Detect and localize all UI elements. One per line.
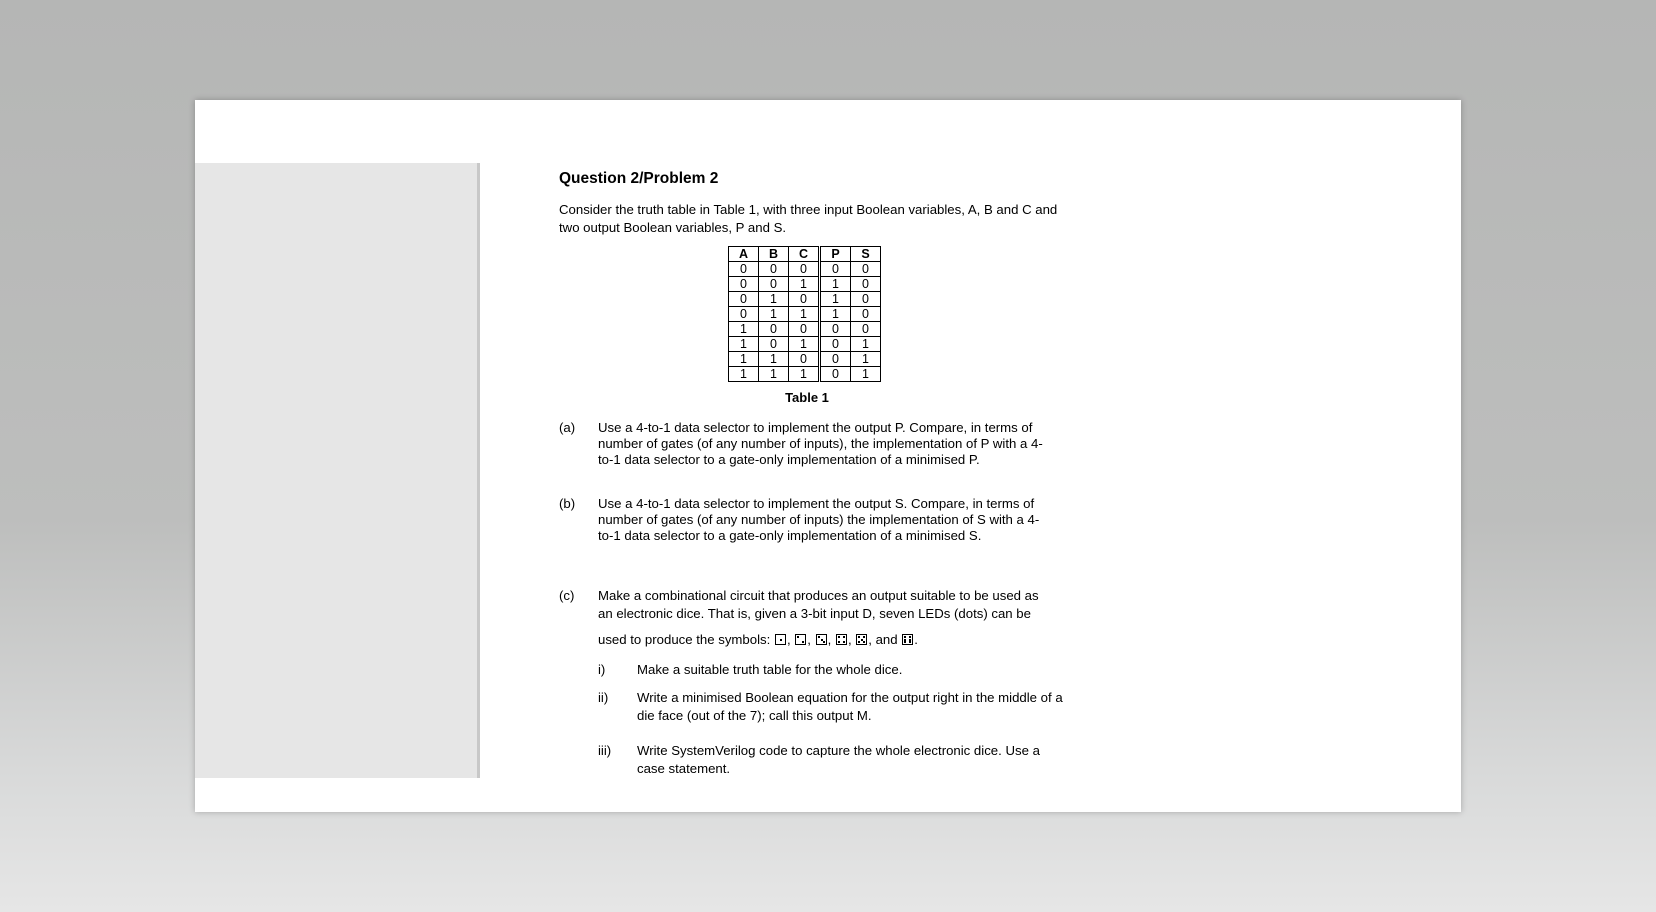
table-cell: 0 xyxy=(789,262,820,277)
subpart-ii-text: Write a minimised Boolean equation for the output right in the middle of a die face (out of the 7); call this output M. xyxy=(637,690,1063,723)
part-a-label: (a) xyxy=(559,420,576,435)
table-cell: 0 xyxy=(729,292,759,307)
table-cell: 1 xyxy=(729,367,759,382)
question-title: Question 2/Problem 2 xyxy=(559,170,719,187)
table-cell: 1 xyxy=(820,292,851,307)
truth-table-block xyxy=(728,246,881,405)
table-row xyxy=(729,352,881,367)
die-face-1-icon xyxy=(775,634,786,645)
table-cell: 0 xyxy=(789,322,820,337)
table-cell: 0 xyxy=(851,262,881,277)
table-caption: Table 1 xyxy=(785,390,829,405)
table-cell: 0 xyxy=(729,262,759,277)
table-cell: 0 xyxy=(851,292,881,307)
table-cell: 0 xyxy=(820,352,851,367)
table-cell: 1 xyxy=(729,337,759,352)
symbols-and: and xyxy=(875,632,898,647)
table-cell: 1 xyxy=(729,352,759,367)
dice-symbols-line: used to produce the symbols: , , , , , and . xyxy=(598,632,918,647)
table-header-cell: C xyxy=(789,247,820,262)
table-cell: 0 xyxy=(851,277,881,292)
table-cell: 1 xyxy=(759,307,789,322)
table-cell: 1 xyxy=(851,352,881,367)
subpart-iii-label: iii) xyxy=(598,743,612,758)
table-cell: 1 xyxy=(729,322,759,337)
subpart-iii-text: Write SystemVerilog code to capture the whole electronic dice. Use a case statement. xyxy=(637,743,1040,776)
part-b-label: (b) xyxy=(559,496,576,511)
table-cell: 0 xyxy=(759,262,789,277)
table-cell: 0 xyxy=(851,307,881,322)
table-row xyxy=(729,322,881,337)
table-cell: 0 xyxy=(820,322,851,337)
subpart-i-text: Make a suitable truth table for the whole dice. xyxy=(637,662,903,677)
table-cell: 0 xyxy=(759,337,789,352)
table-header-cell: A xyxy=(729,247,759,262)
table-row xyxy=(729,292,881,307)
table-cell: 1 xyxy=(759,352,789,367)
table-row xyxy=(729,337,881,352)
subpart-ii-label: ii) xyxy=(598,690,609,705)
die-face-6-icon xyxy=(902,634,913,645)
part-a-text: Use a 4-to-1 data selector to implement the output P. Compare, in terms of number of gates (of any number of inputs), the implementation of P with a 4-to-1 data selector to a gate-only implementation of a minimised P. xyxy=(598,420,1043,467)
table-row xyxy=(729,277,881,292)
table-cell: 0 xyxy=(759,277,789,292)
table-cell: 0 xyxy=(851,322,881,337)
table-cell: 1 xyxy=(789,337,820,352)
table-header-row xyxy=(729,247,881,262)
table-row xyxy=(729,307,881,322)
table-row xyxy=(729,262,881,277)
table-cell: 1 xyxy=(759,292,789,307)
subpart-i-label: i) xyxy=(598,662,606,677)
table-cell: 1 xyxy=(789,307,820,322)
die-face-2-icon xyxy=(795,634,806,645)
table-cell: 0 xyxy=(820,367,851,382)
table-cell: 1 xyxy=(820,277,851,292)
table-cell: 1 xyxy=(851,367,881,382)
table-cell: 1 xyxy=(820,307,851,322)
part-b-text: Use a 4-to-1 data selector to implement the output S. Compare, in terms of number of gates (of any number of inputs) the implementation of S with a 4-to-1 data selector to a gate-only implementation of a minimised S. xyxy=(598,496,1040,543)
side-panel xyxy=(195,163,480,778)
die-face-5-icon xyxy=(856,634,867,645)
table-row xyxy=(729,367,881,382)
table-cell: 0 xyxy=(820,262,851,277)
table-cell: 0 xyxy=(729,277,759,292)
intro-paragraph: Consider the truth table in Table 1, with three input Boolean variables, A, B and C and two output Boolean variables, P and S. xyxy=(559,202,1058,235)
truth-table xyxy=(728,246,881,382)
die-face-3-icon xyxy=(816,634,827,645)
table-cell: 1 xyxy=(789,367,820,382)
table-header-cell: B xyxy=(759,247,789,262)
table-cell: 0 xyxy=(789,292,820,307)
die-face-4-icon xyxy=(836,634,847,645)
table-cell: 1 xyxy=(789,277,820,292)
part-c-description: Make a combinational circuit that produces an output suitable to be used as an electronic dice. That is, given a 3-bit input D, seven LEDs (dots) can be xyxy=(598,588,1039,621)
table-header-cell: P xyxy=(820,247,851,262)
table-cell: 0 xyxy=(759,322,789,337)
part-c-label: (c) xyxy=(559,588,575,603)
table-cell: 1 xyxy=(759,367,789,382)
table-cell: 0 xyxy=(789,352,820,367)
table-header-cell: S xyxy=(851,247,881,262)
table-cell: 1 xyxy=(851,337,881,352)
table-cell: 0 xyxy=(729,307,759,322)
table-cell: 0 xyxy=(820,337,851,352)
symbols-prefix: used to produce the symbols: xyxy=(598,632,771,647)
part-c-text xyxy=(598,587,1053,649)
